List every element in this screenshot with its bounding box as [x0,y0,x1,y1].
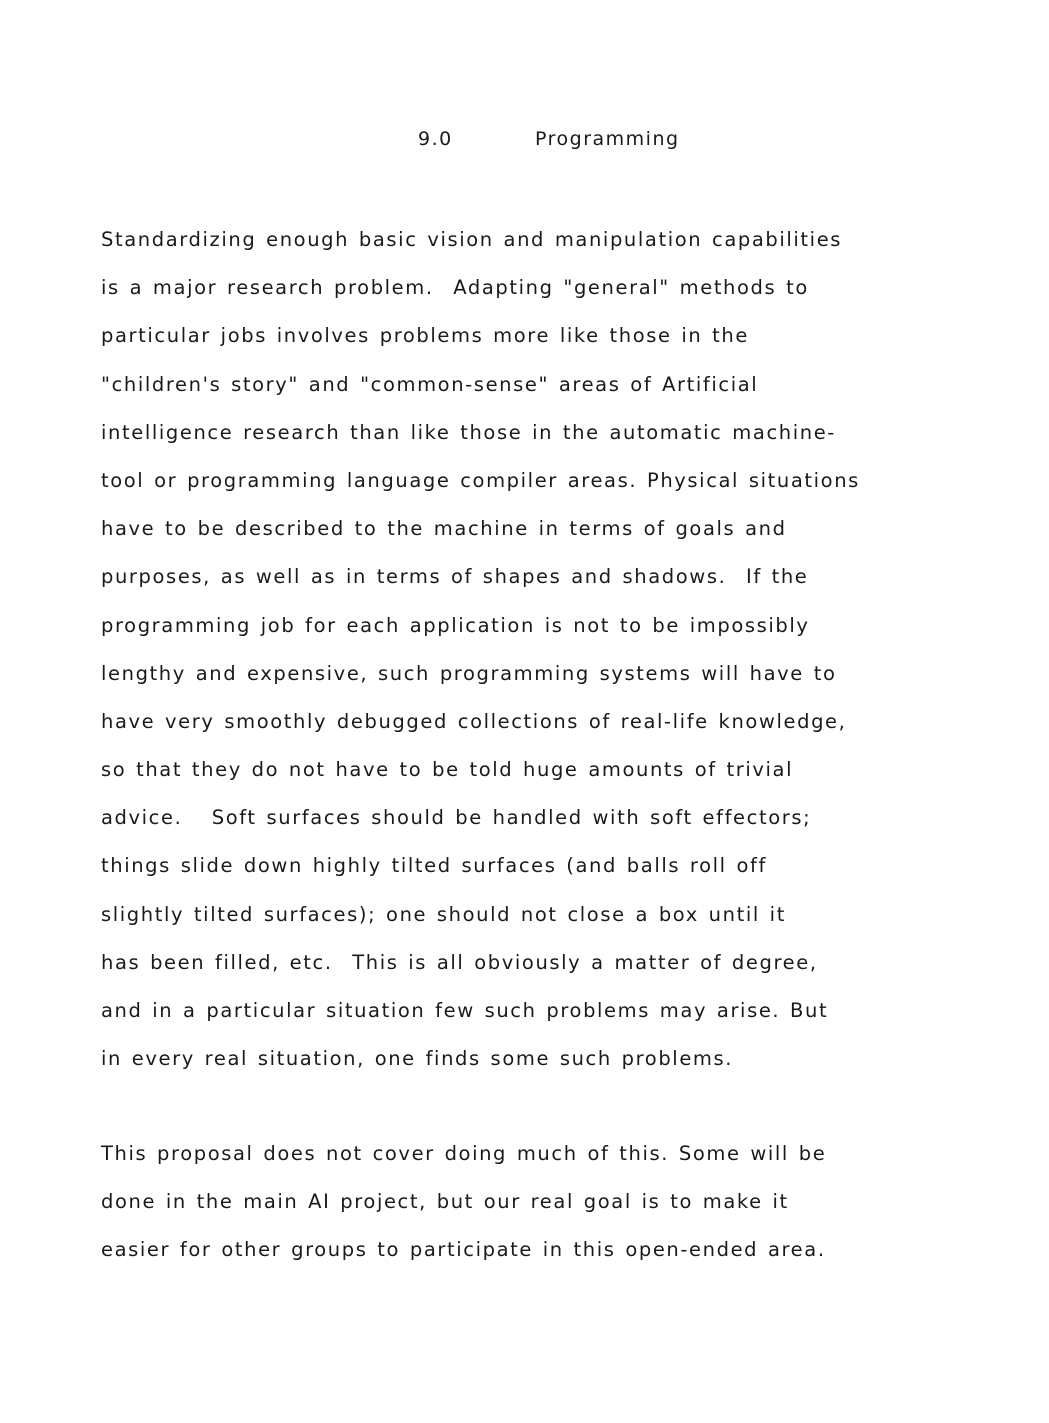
text-line: have very smoothly debugged collections of real-life knowledge, [101,709,847,733]
text-line: so that they do not have to be told huge amounts of trivial [101,758,794,782]
section-heading [418,128,680,150]
paragraph-1 [101,228,1041,1095]
text-line: and in a particular situation few such problems may arise. But [101,999,829,1022]
text-line: programming job for each application is not to be impossibly [101,613,810,637]
text-line: "children's story" and "common-sense" areas of Artificial [101,372,759,396]
text-line: slightly tilted surfaces); one should not close a box until it [101,902,786,926]
text-line: in every real situation, one finds some such problems. [101,1047,734,1071]
text-line: has been filled, etc. This is all obviously a matter of degree, [101,950,818,974]
text-line: have to be described to the machine in terms of goals and [101,517,787,541]
text-line: advice. Soft surfaces should be handled with soft effectors; [101,806,812,830]
text-line: Standardizing enough basic vision and manipulation capabilities [101,228,843,251]
text-line: done in the main AI project, but our real goal is to make it [101,1190,789,1214]
text-line: particular jobs involves problems more like those in the [101,324,749,348]
text-line: lengthy and expensive, such programming systems will have to [101,661,837,685]
text-line: things slide down highly tilted surfaces (and balls roll off [101,854,767,878]
text-line: purposes, as well as in terms of shapes and shadows. If the [101,565,809,589]
paragraph-2 [101,1142,1041,1287]
section-title: Programming [535,128,680,150]
text-line: easier for other groups to participate in this open-ended area. [101,1238,826,1262]
section-number: 9.0 [418,128,453,150]
text-line: This proposal does not cover doing much of this. Some will be [101,1142,827,1165]
text-line: is a major research problem. Adapting "general" methods to [101,276,809,300]
text-line: tool or programming language compiler areas. Physical situations [101,468,860,492]
text-line: intelligence research than like those in the automatic machine- [101,420,836,444]
